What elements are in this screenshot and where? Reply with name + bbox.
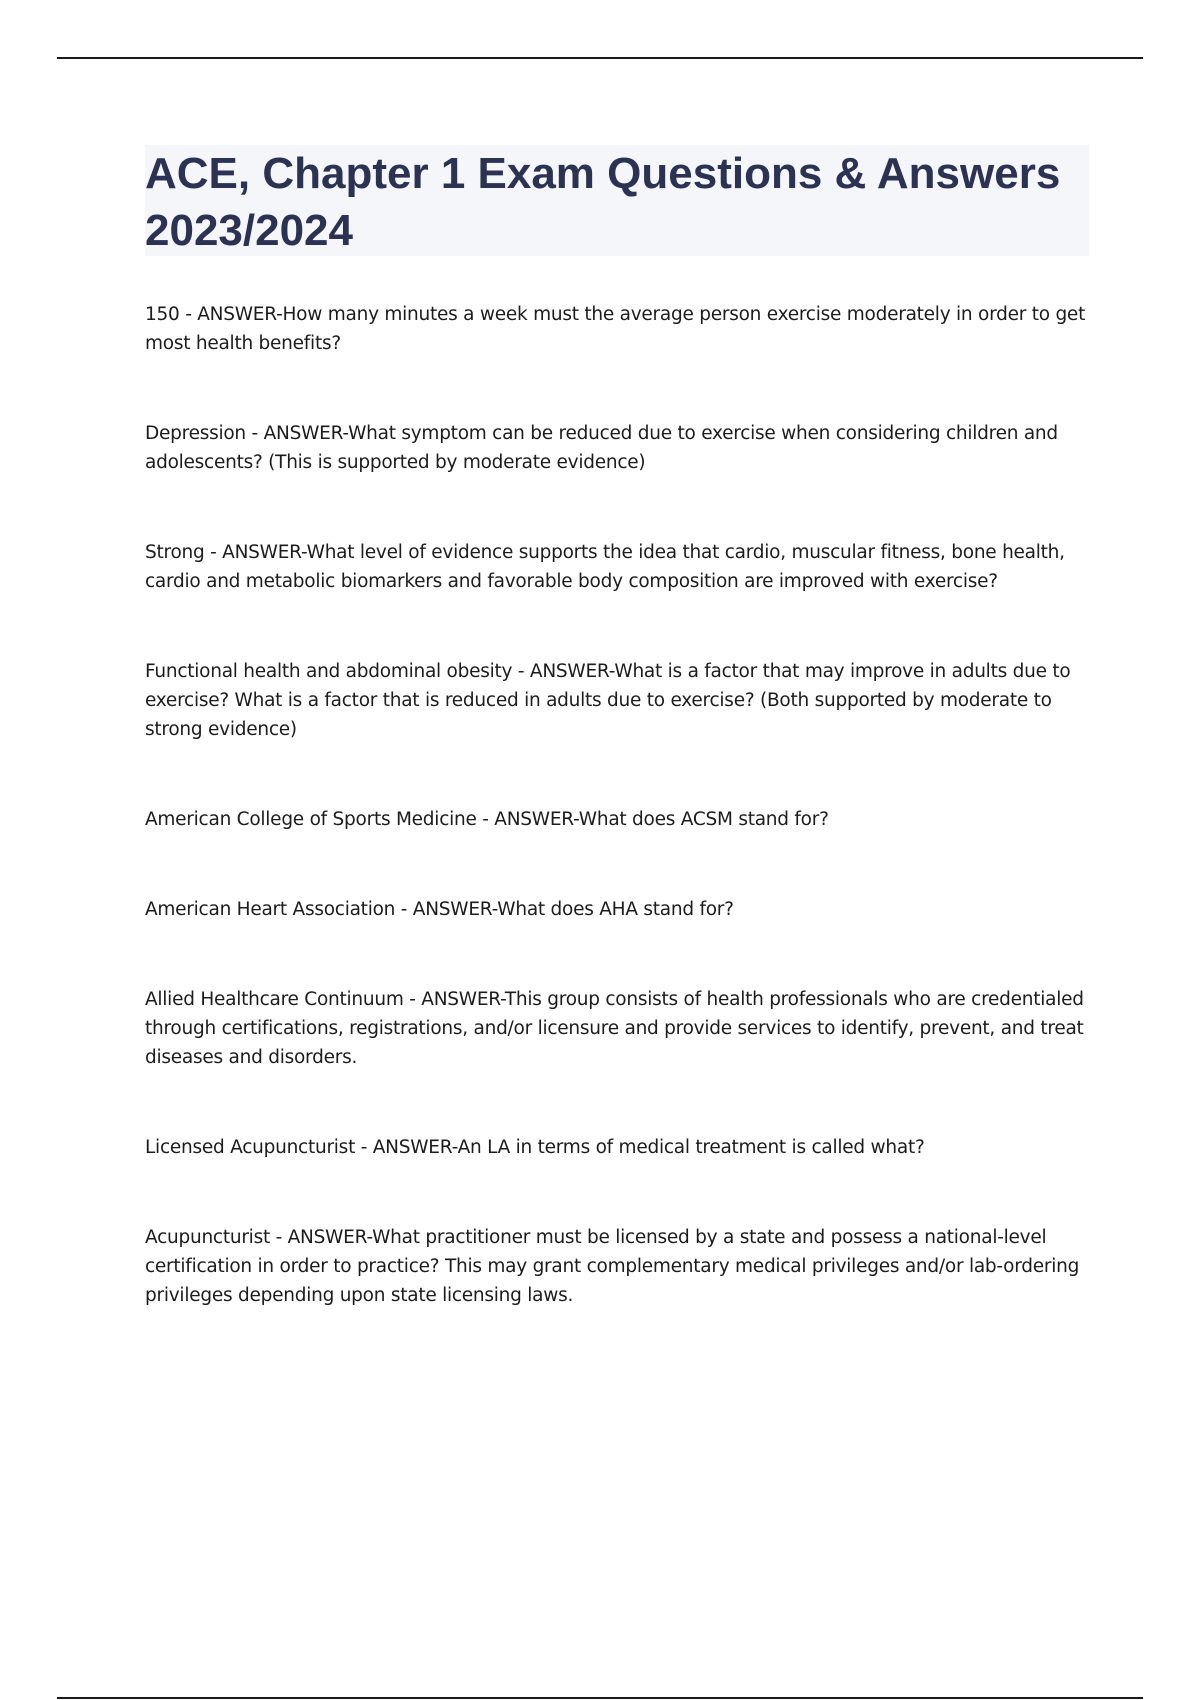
qa-item: Functional health and abdominal obesity - ANSWER-What is a factor that may improve in adults due to exercise? What is a factor that is reduced in adults due to exercise? (Both supported by moderate to strong evidence)	[145, 661, 1071, 740]
top-rule	[57, 57, 1143, 59]
qa-item: Acupuncturist - ANSWER-What practitioner must be licensed by a state and possess a national-level certification in order to practice? This may grant complementary medical privileges and/or lab-ordering privileges depending upon state licensing laws.	[145, 1227, 1080, 1306]
qa-item: Strong - ANSWER-What level of evidence supports the idea that cardio, muscular fitness, bone health, cardio and metabolic biomarkers and favorable body composition are improved with exercise?	[145, 542, 1065, 592]
qa-item: American College of Sports Medicine - ANSWER-What does ACSM stand for?	[145, 809, 829, 830]
qa-item: Depression - ANSWER-What symptom can be reduced due to exercise when considering children and adolescents? (This is supported by moderate evidence)	[145, 423, 1058, 473]
qa-list	[145, 300, 1090, 1310]
qa-item: Licensed Acupuncturist - ANSWER-An LA in terms of medical treatment is called what?	[145, 1137, 925, 1158]
qa-item: American Heart Association - ANSWER-What does AHA stand for?	[145, 899, 734, 920]
bottom-rule	[57, 1697, 1143, 1699]
qa-item: 150 - ANSWER-How many minutes a week must the average person exercise moderately in order to get most health benefits?	[145, 304, 1086, 354]
qa-item: Allied Healthcare Continuum - ANSWER-This group consists of health professionals who are credentialed through certifications, registrations, and/or licensure and provide services to identify, prevent, and treat diseases and disorders.	[145, 989, 1084, 1068]
page-title: ACE, Chapter 1 Exam Questions & Answers 2023/2024	[145, 149, 1061, 255]
